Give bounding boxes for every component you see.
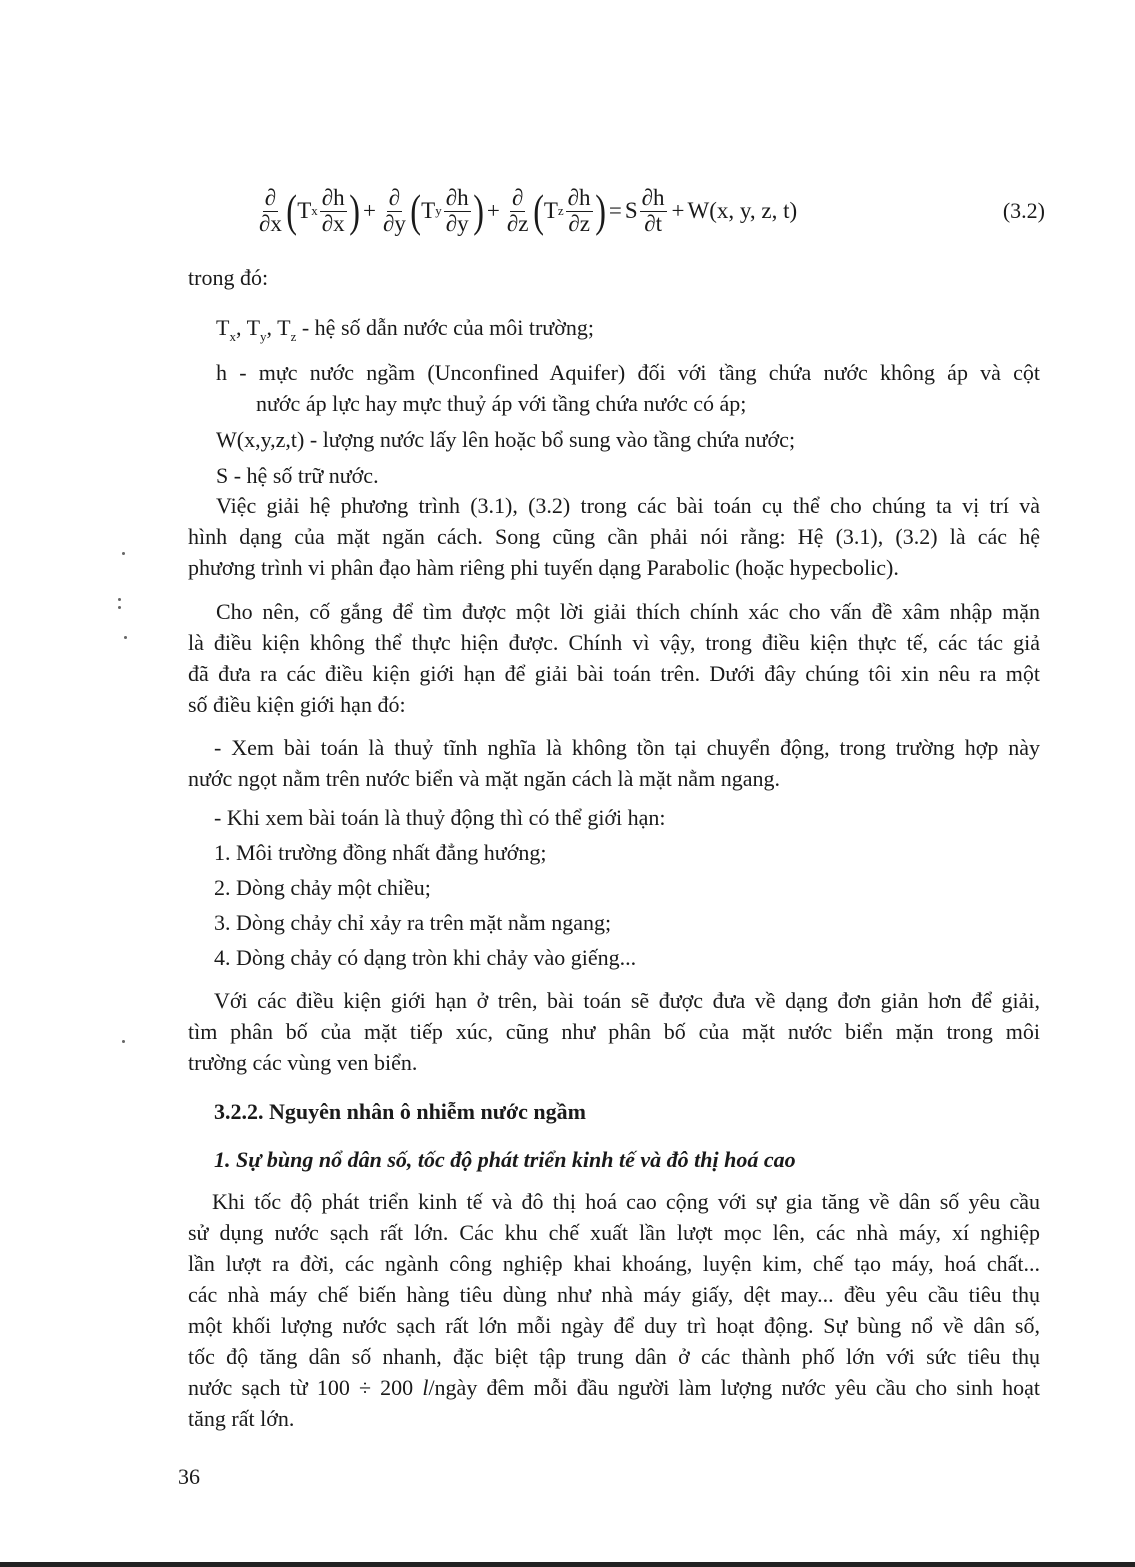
dh-dt: $\frac{\partial h}{\partial t}$ [641, 185, 665, 236]
scan-edge [0, 1562, 1135, 1567]
scan-speck [122, 552, 125, 555]
where-label: trong đó: [188, 265, 269, 290]
def-S: S - hệ số trữ nước. [216, 463, 379, 488]
paragraph-2: Cho nên, cố gắng để tìm được một lời giải thích chính xác cho vấn đề xâm nhập mặn là điều kiện không thể thực hiện được. Chính vì vậy, trong điều kiện thực tế, các tác giả đã đưa ra các điều kiện giới hạn để giải bài toán trên. Dưới đây chúng tôi xin nêu ra một số điều kiện giới hạn đó: [188, 599, 1040, 717]
paragraph-5: Với các điều kiện giới hạn ở trên, bài toán sẽ được đưa về dạng đơn giản hơn để giải, tìm phân bố của mặt tiếp xúc, cũng như phân bố của mặt nước biển mặn trong môi trường các vùng ven biển. [188, 988, 1040, 1075]
equation-3-2: $\frac{\partial}{\partial x}$ ( T x $\frac{\partial h}{\partial x}$ ) + $\frac{\partial}{\partial y}$ ( T y $\frac{\partial h}{\partial y}$ ) + $\frac{\partial}{\partial z}$ ( T z $\frac{\partial h}{\partial z}$ ) = S $\frac{\partial h}{\partial t}$ + W(x, y, z, t) (3.2) [259, 185, 1045, 236]
def-h-line1: h - mực nước ngầm (Unconfined Aquifer) đối với tầng chứa nước không áp và cột [216, 360, 1040, 385]
scan-speck [118, 598, 121, 601]
conditions-list: - Khi xem bài toán là thuỷ động thì có thể giới hạn: 1. Môi trường đồng nhất đẳng hướng; 2. Dòng chảy một chiều; 3. Dòng chảy chỉ xảy ra trên mặt nằm ngang; 4. Dòng chảy có dạng tròn khi chảy vào giếng... [214, 802, 1040, 973]
paragraph-3: - Xem bài toán là thuỷ tĩnh nghĩa là không tồn tại chuyển động, trong trường hợp này nước ngọt nằm trên nước biển và mặt ngăn cách là mặt nằm ngang. [188, 735, 1040, 791]
right-paren: ) [348, 185, 360, 236]
def-W: W(x,y,z,t) - lượng nước lấy lên hoặc bổ sung vào tầng chứa nước; [216, 427, 796, 452]
paragraph-6: Khi tốc độ phát triển kinh tế và đô thị hoá cao cộng với sự gia tăng về dân số yêu cầu sử dụng nước sạch rất lớn. Các khu chế xuất lần lượt mọc lên, các nhà máy, xí nghiệp lần lượt ra đời, các ngành công nghiệp khai khoáng, luyện kim, chế tạo máy, hoá chất... các nhà máy chế biến hàng tiêu dùng như nhà máy giấy, dệt may... đều yêu cầu tiêu thụ một khối lượng nước sạch rất lớn mỗi ngày để duy trì hoạt động. Sự bùng nổ về dân số, tốc độ tăng dân số nhanh, đặc biệt tập trung dân ở các thành phố lớn với sức tiêu thụ nước sạch từ 100 ÷ 200 l/ngày đêm mỗi đầu người làm lượng nước yêu cầu cho sinh hoạt tăng rất lớn. [188, 1189, 1040, 1431]
partial-x-operator: $\frac{\partial}{\partial x}$ [259, 185, 282, 236]
source-term: W(x, y, z, t) [687, 198, 798, 223]
def-T: $T_x$, $T_y$, $T_z$ - hệ số dẫn nước của môi trường; [216, 315, 594, 344]
scan-speck [124, 636, 127, 639]
page-number: 36 [178, 1464, 200, 1489]
def-h-line2: nước áp lực hay mực thuỷ áp với tầng chứa nước có áp; [256, 391, 747, 416]
partial-y-operator: $\frac{\partial}{\partial y}$ [382, 185, 406, 236]
dh-dz: $\frac{\partial h}{\partial z}$ [567, 185, 591, 236]
scan-speck [122, 1040, 125, 1043]
section-heading: 3.2.2. Nguyên nhân ô nhiễm nước ngầm [214, 1099, 586, 1124]
paragraph-1: Việc giải hệ phương trình (3.1), (3.2) trong các bài toán cụ thể cho chúng ta vị trí và hình dạng của mặt ngăn cách. Song cũng cần phải nói rằng: Hệ (3.1), (3.2) là các hệ phương trình vi phân đạo hàm riêng phi tuyến dạng Parabolic (hoặc hypecbolic). [188, 493, 1040, 580]
list-item: 3. Dòng chảy chỉ xảy ra trên mặt nằm ngang; [214, 910, 612, 935]
partial-z-operator: $\frac{\partial}{\partial z}$ [506, 185, 529, 236]
scan-speck [118, 606, 121, 609]
subsection-heading: 1. Sự bùng nổ dân số, tốc độ phát triển kinh tế và đô thị hoá cao [214, 1147, 796, 1172]
dh-dy: $\frac{\partial h}{\partial y}$ [445, 185, 469, 236]
dh-dx: $\frac{\partial h}{\partial x}$ [321, 185, 345, 236]
list-item: 4. Dòng chảy có dạng tròn khi chảy vào giếng... [214, 945, 637, 970]
equation-number: (3.2) [1002, 198, 1045, 223]
definition-list [216, 312, 1040, 491]
left-paren: ( [286, 185, 297, 236]
list-item: 1. Môi trường đồng nhất đẳng hướng; [214, 840, 547, 865]
list-item: 2. Dòng chảy một chiều; [214, 875, 431, 900]
